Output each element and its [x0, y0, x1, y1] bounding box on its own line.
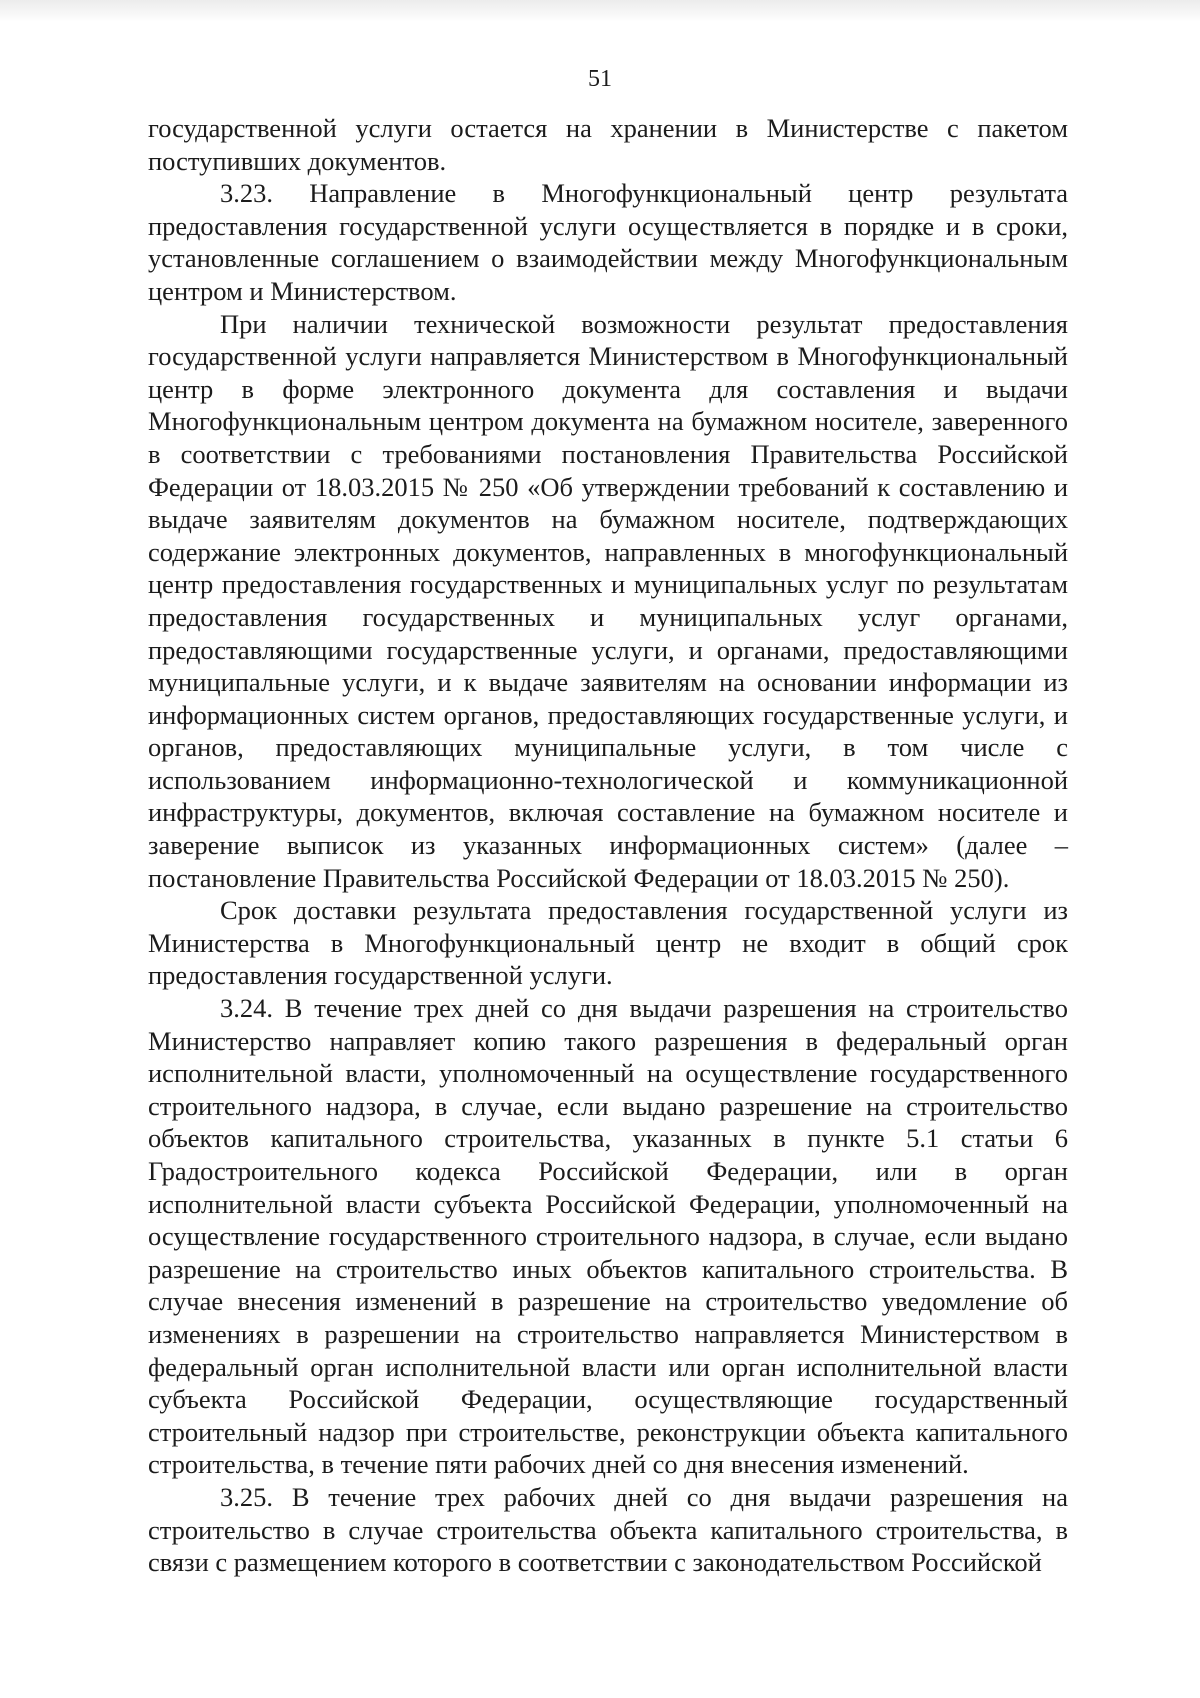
- paragraph-technical-possibility: При наличии технической возможности результат предоставления государственной услуги направляется Министерством в Многофункциональный центр в форме электронного документа для составления и выдачи Многофункциональным центром документа на бумажном носителе, заверенного в соответствии с требованиями постановления Правительства Российской Федерации от 18.03.2015 № 250 «Об утверждении требований к составлению и выдаче заявителям документов на бумажном носителе, подтверждающих содержание электронных документов, направленных в многофункциональный центр предоставления государственных и муниципальных услуг по результатам предоставления государственных и муниципальных услуг органами, предоставляющими государственные услуги, и органами, предоставляющими муниципальные услуги, и к выдаче заявителям на основании информации из информационных систем органов, предоставляющих государственные услуги, и органов, предоставляющих муниципальные услуги, в том числе с использованием информационно-технологической и коммуникационной инфраструктуры, документов, включая составление на бумажном носителе и заверение выписок из указанных информационных систем» (далее – постановление Правительства Российской Федерации от 18.03.2015 № 250).: [148, 308, 1068, 893]
- page-number: 51: [588, 66, 612, 92]
- paragraph-3-23: 3.23. Направление в Многофункциональный центр результата предоставления государственной услуги осуществляется в порядке и в сроки, установленные соглашением о взаимодействии между Многофункциональным центром и Министерством.: [148, 178, 1068, 306]
- paragraph-3-24: 3.24. В течение трех дней со дня выдачи разрешения на строительство Министерство направляет копию такого разрешения в федеральный орган исполнительной власти, уполномоченный на осуществление государственного строительного надзора, в случае, если выдано разрешение на строительство объектов капитального строительства, указанных в пункте 5.1 статьи 6 Градостроительного кодекса Российской Федерации, или в орган исполнительной власти субъекта Российской Федерации, уполномоченный на осуществление государственного строительного надзора, в случае, если выдано разрешение на строительство иных объектов капитального строительства. В случае внесения изменений в разрешение на строительство уведомление об изменениях в разрешении на строительство направляется Министерством в федеральный орган исполнительной власти или орган исполнительной власти субъекта Российской Федерации, осуществляющие государственный строительный надзор при строительстве, реконструкции объекта капитального строительства, в течение пяти рабочих дней со дня внесения изменений.: [148, 993, 1068, 1480]
- paragraph-delivery-term: Срок доставки результата предоставления государственной услуги из Министерства в Многофункциональный центр не входит в общий срок предоставления государственной услуги.: [148, 895, 1068, 991]
- document-body: [148, 112, 1068, 1579]
- paragraph-continuation: государственной услуги остается на хранении в Министерстве с пакетом поступивших документов.: [148, 113, 1068, 176]
- scan-top-edge: [0, 0, 1200, 22]
- paragraph-3-25: 3.25. В течение трех рабочих дней со дня выдачи разрешения на строительство в случае строительства объекта капитального строительства, в связи с размещением которого в соответствии с законодательством Российской: [148, 1481, 1068, 1578]
